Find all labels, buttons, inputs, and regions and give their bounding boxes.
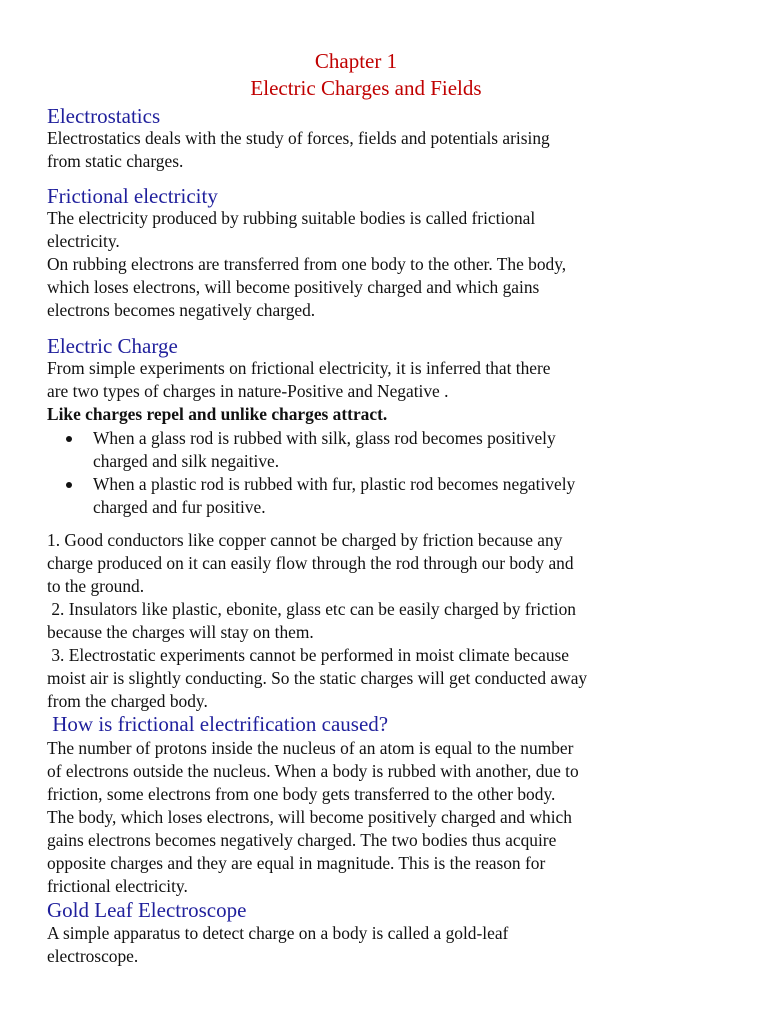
text-line: On rubbing electrons are transferred from one body to the other. The body, <box>47 254 567 274</box>
text-line: 3. Electrostatic experiments cannot be performed in moist climate because <box>47 645 570 665</box>
text-line: Electrostatics deals with the study of forces, fields and potentials arising <box>47 128 550 148</box>
heading-electrostatics: Electrostatics <box>47 104 161 128</box>
text-line: A simple apparatus to detect charge on a body is called a gold-leaf <box>47 923 509 943</box>
text-line: charged and fur positive. <box>93 497 266 517</box>
text-line: are two types of charges in nature-Positive and Negative . <box>47 381 449 401</box>
text-line: from static charges. <box>47 151 184 171</box>
paragraph-frictional-electrification-cause <box>47 737 737 898</box>
paragraph-frictional-electricity <box>47 207 737 322</box>
text-line: The number of protons inside the nucleus of an atom is equal to the number <box>47 738 574 758</box>
text-line: charged and silk negaitive. <box>93 451 280 471</box>
text-line: From simple experiments on frictional electricity, it is inferred that there <box>47 358 551 378</box>
text-line: electrons becomes negatively charged. <box>47 300 316 320</box>
text-line: electricity. <box>47 231 120 251</box>
text-line: The electricity produced by rubbing suitable bodies is called frictional <box>47 208 536 228</box>
text-line: gains electrons becomes negatively charged. The two bodies thus acquire <box>47 830 557 850</box>
heading-frictional-electrification-cause: How is frictional electrification caused? <box>47 712 389 736</box>
text-line: charge produced on it can easily flow through the rod through our body and <box>47 553 574 573</box>
text-line: When a plastic rod is rubbed with fur, plastic rod becomes negatively <box>93 474 576 494</box>
text-line: of electrons outside the nucleus. When a body is rubbed with another, due to <box>47 761 579 781</box>
text-line: from the charged body. <box>47 691 208 711</box>
text-line: frictional electricity. <box>47 876 188 896</box>
bullet-icon <box>66 482 72 488</box>
paragraph-notes <box>47 529 737 713</box>
chapter-title: Electric Charges and Fields <box>250 76 482 100</box>
text-line: moist air is slightly conducting. So the static charges will get conducted away <box>47 668 588 688</box>
text-line: to the ground. <box>47 576 145 596</box>
heading-gold-leaf-electroscope: Gold Leaf Electroscope <box>47 898 247 922</box>
text-line: 1. Good conductors like copper cannot be charged by friction because any <box>47 530 563 550</box>
text-line: The body, which loses electrons, will become positively charged and which <box>47 807 572 827</box>
charge-rule: Like charges repel and unlike charges attract. <box>47 404 388 424</box>
heading-electric-charge: Electric Charge <box>47 334 178 358</box>
chapter-number: Chapter 1 <box>314 49 398 73</box>
text-line: opposite charges and they are equal in magnitude. This is the reason for <box>47 853 546 873</box>
text-line: which loses electrons, will become positively charged and which gains <box>47 277 540 297</box>
text-line: When a glass rod is rubbed with silk, glass rod becomes positively <box>93 428 556 448</box>
text-line: electroscope. <box>47 946 139 966</box>
paragraph-electrostatics <box>47 127 737 173</box>
paragraph-gold-leaf-electroscope <box>47 922 737 968</box>
bullet-icon <box>66 436 72 442</box>
heading-frictional-electricity: Frictional electricity <box>47 184 218 208</box>
text-line: because the charges will stay on them. <box>47 622 314 642</box>
text-line: friction, some electrons from one body gets transferred to the other body. <box>47 784 556 804</box>
text-line: 2. Insulators like plastic, ebonite, glass etc can be easily charged by friction <box>47 599 576 619</box>
paragraph-electric-charge <box>47 357 737 403</box>
